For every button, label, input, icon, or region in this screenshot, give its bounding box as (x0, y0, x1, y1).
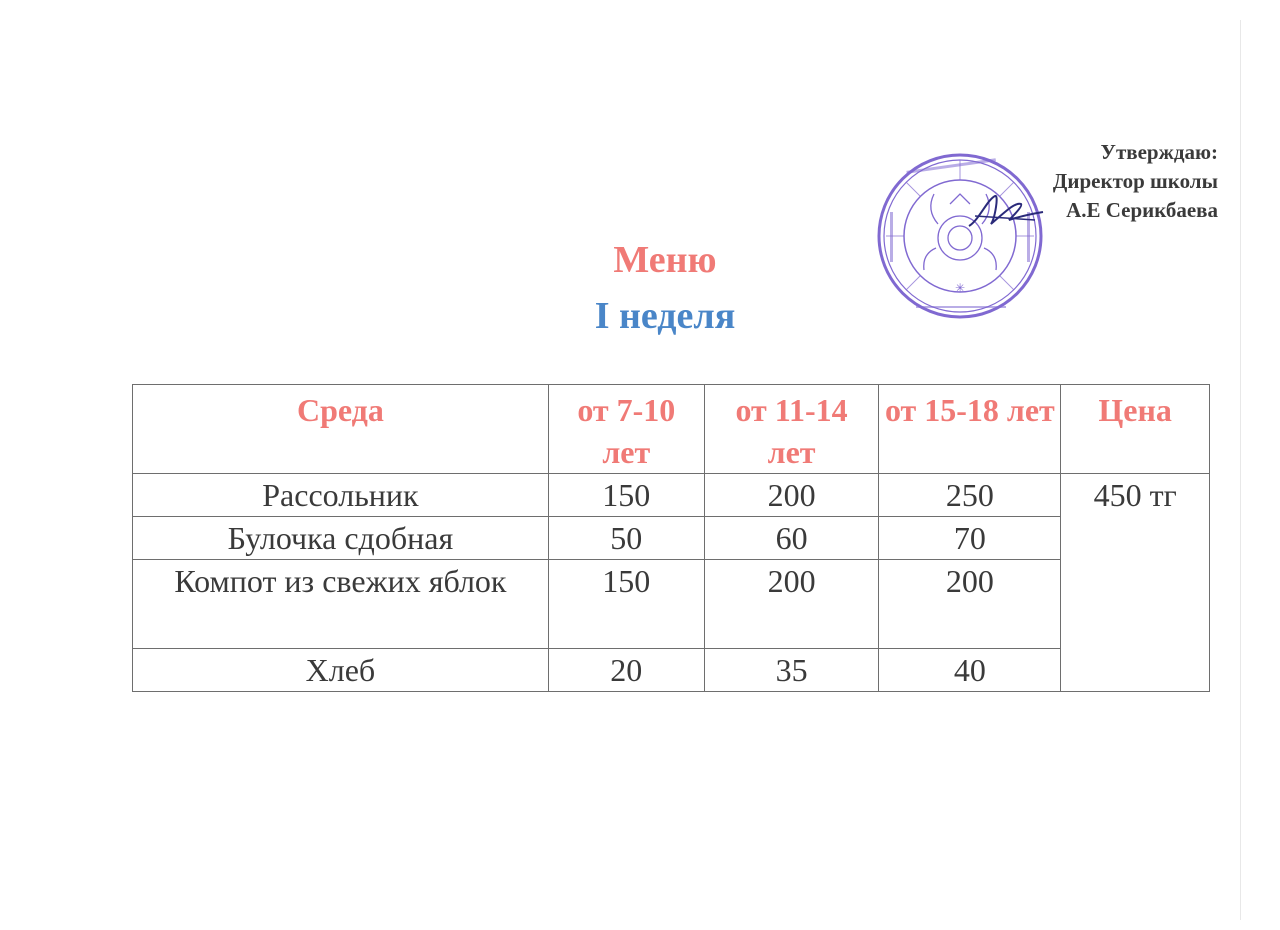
portion-age-11-14: 60 (704, 517, 879, 560)
school-seal-stamp (876, 152, 1044, 320)
table-row (133, 517, 1210, 560)
portion-age-11-14: 35 (704, 649, 879, 692)
table-row (133, 560, 1210, 649)
portion-age-15-18: 200 (879, 560, 1061, 649)
header-day: Среда (133, 385, 549, 474)
header-age-11-14: от 11-14 лет (704, 385, 879, 474)
approval-line-name: А.Е Серикбаева (1066, 198, 1218, 222)
svg-text:✳: ✳ (954, 281, 966, 295)
portion-age-15-18: 40 (879, 649, 1061, 692)
price-value: 450 тг (1061, 474, 1210, 692)
approval-line-approve: Утверждаю: (1100, 140, 1218, 164)
menu-title: Меню (613, 239, 717, 281)
portion-age-7-10: 50 (548, 517, 704, 560)
table-row (133, 649, 1210, 692)
portion-age-11-14: 200 (704, 474, 879, 517)
week-title: I неделя (594, 295, 736, 337)
menu-table (132, 384, 1210, 692)
dish-name: Хлеб (133, 649, 549, 692)
portion-age-15-18: 70 (879, 517, 1061, 560)
portion-age-7-10: 150 (548, 474, 704, 517)
portion-age-7-10: 20 (548, 649, 704, 692)
portion-age-11-14: 200 (704, 560, 879, 649)
scan-edge-line (1240, 20, 1241, 920)
portion-age-15-18: 250 (879, 474, 1061, 517)
dish-name: Булочка сдобная (133, 517, 549, 560)
table-row (133, 474, 1210, 517)
portion-age-7-10: 150 (548, 560, 704, 649)
approval-block (1053, 138, 1218, 225)
approval-line-position: Директор школы (1052, 169, 1218, 193)
table-header-row (133, 385, 1210, 474)
header-price: Цена (1061, 385, 1210, 474)
header-age-15-18: от 15-18 лет (879, 385, 1061, 474)
dish-name: Рассольник (133, 474, 549, 517)
director-signature (965, 190, 1045, 235)
header-age-7-10: от 7-10 лет (548, 385, 704, 474)
dish-name: Компот из свежих яблок (133, 560, 549, 649)
